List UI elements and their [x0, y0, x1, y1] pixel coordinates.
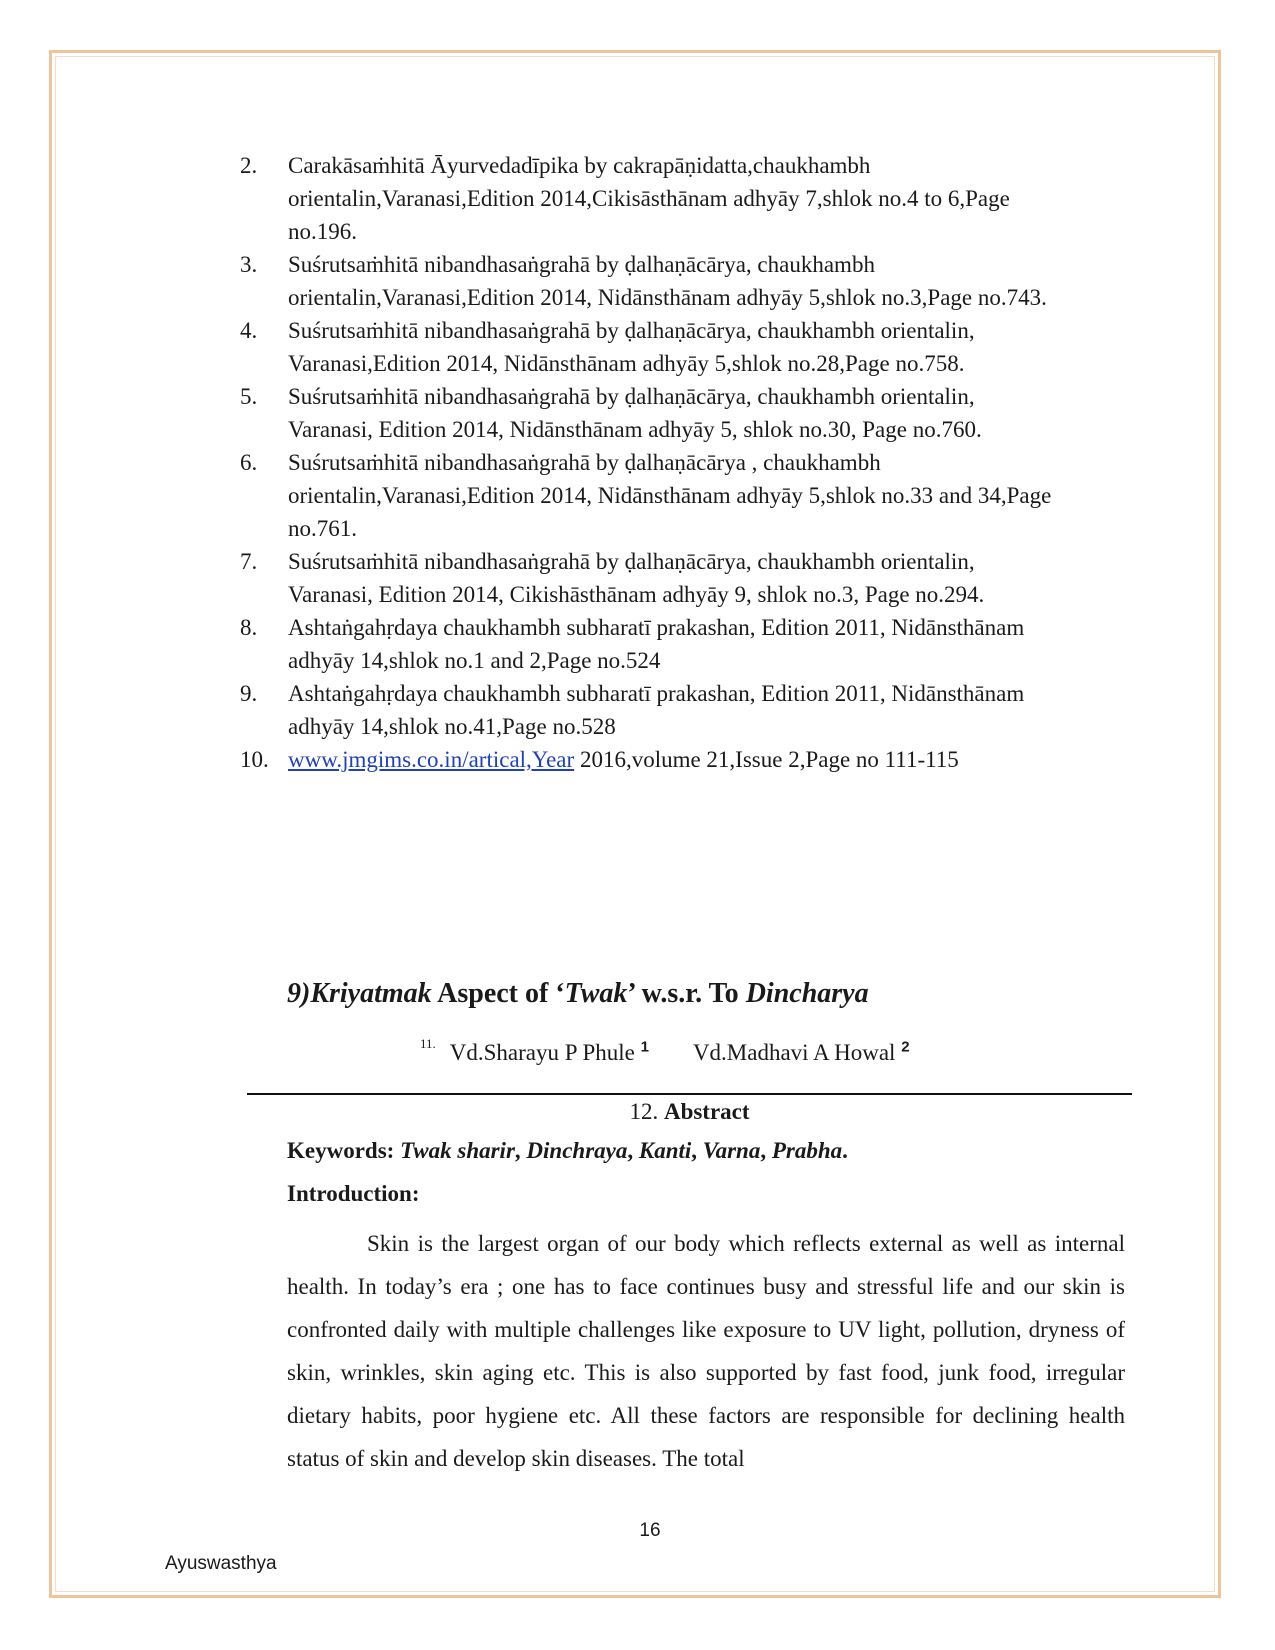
article-title: 9)Kriyatmak Aspect of ‘Twak’ w.s.r. To Dincharya [287, 978, 869, 1009]
page-number: 16 [639, 1520, 661, 1541]
reference-item: 4. Suśrutsaṁhitā nibandhasaṅgrahā by ḍalhaṇācārya, chaukhambh orientalin, Varanasi,Edition 2014, Nidānsthānam adhyāy 5,shlok no.28,Page no.758. [240, 318, 975, 376]
author-1: Vd.Sharayu P Phule [449, 1040, 641, 1065]
reference-link[interactable]: www.jmgims.co.in/artical,Year [288, 747, 575, 772]
introduction-body: Skin is the largest organ of our body which reflects external as well as internal health. In today’s era ; one has to face continues busy and stressful life and our skin is confronted daily with multiple challenges like exposure to UV light, pollution, dryness of skin, wrinkles, skin aging etc. This is also supported by fast food, junk food, irregular dietary habits, poor hygiene etc. All these factors are responsible for declining health status of skin and develop skin diseases. The total [287, 1231, 1125, 1471]
reference-item: 2. Carakāsaṁhitā Āyurvedadīpika by cakrapāṇidatta,chaukhambh orientalin,Varanasi,Edition 2014,Cikisāsthānam adhyāy 7,shlok no.4 to 6,Page no.196. [240, 153, 1010, 244]
section-divider [247, 1093, 1132, 1095]
abstract-heading: 12. Abstract [629, 1099, 750, 1124]
footer-journal-name: Ayuswasthya [165, 1553, 277, 1574]
reference-item: 5. Suśrutsaṁhitā nibandhasaṅgrahā by ḍalhaṇācārya, chaukhambh orientalin, Varanasi, Edition 2014, Nidānsthānam adhyāy 5, shlok no.30, Page no.760. [240, 384, 982, 442]
reference-list [240, 149, 1120, 776]
reference-item: 9. Ashtaṅgahṛdaya chaukhambh subharatī prakashan, Edition 2011, Nidānsthānam adhyāy 14,shlok no.41,Page no.528 [240, 681, 1025, 739]
reference-item: 6. Suśrutsaṁhitā nibandhasaṅgrahā by ḍalhaṇācārya , chaukhambh orientalin,Varanasi,Edition 2014, Nidānsthānam adhyāy 5,shlok no.33 and 34,Page no.761. [240, 450, 1052, 541]
reference-item: 10. www.jmgims.co.in/artical,Year 2016,volume 21,Issue 2,Page no 111-115 [240, 747, 959, 772]
introduction-heading: Introduction: [287, 1181, 420, 1206]
reference-item: 3. Suśrutsaṁhitā nibandhasaṅgrahā by ḍalhaṇācārya, chaukhambh orientalin,Varanasi,Edition 2014, Nidānsthānam adhyāy 5,shlok no.3,Page no.743. [240, 252, 1047, 310]
author-2: Vd.Madhavi A Howal [692, 1040, 902, 1065]
author-line: $^{11.}$ Vd.Sharayu P Phule $^1$ Vd.Madhavi A Howal $^2$ [420, 1036, 910, 1065]
reference-item: 7. Suśrutsaṁhitā nibandhasaṅgrahā by ḍalhaṇācārya, chaukhambh orientalin, Varanasi, Edition 2014, Cikishāsthānam adhyāy 9, shlok no.3, Page no.294. [240, 549, 985, 607]
reference-item: 8. Ashtaṅgahṛdaya chaukhambh subharatī prakashan, Edition 2011, Nidānsthānam adhyāy 14,shlok no.1 and 2,Page no.524 [240, 615, 1025, 673]
keywords-line: Keywords: Twak sharir, Dinchraya, Kanti, Varna, Prabha. [287, 1138, 848, 1163]
